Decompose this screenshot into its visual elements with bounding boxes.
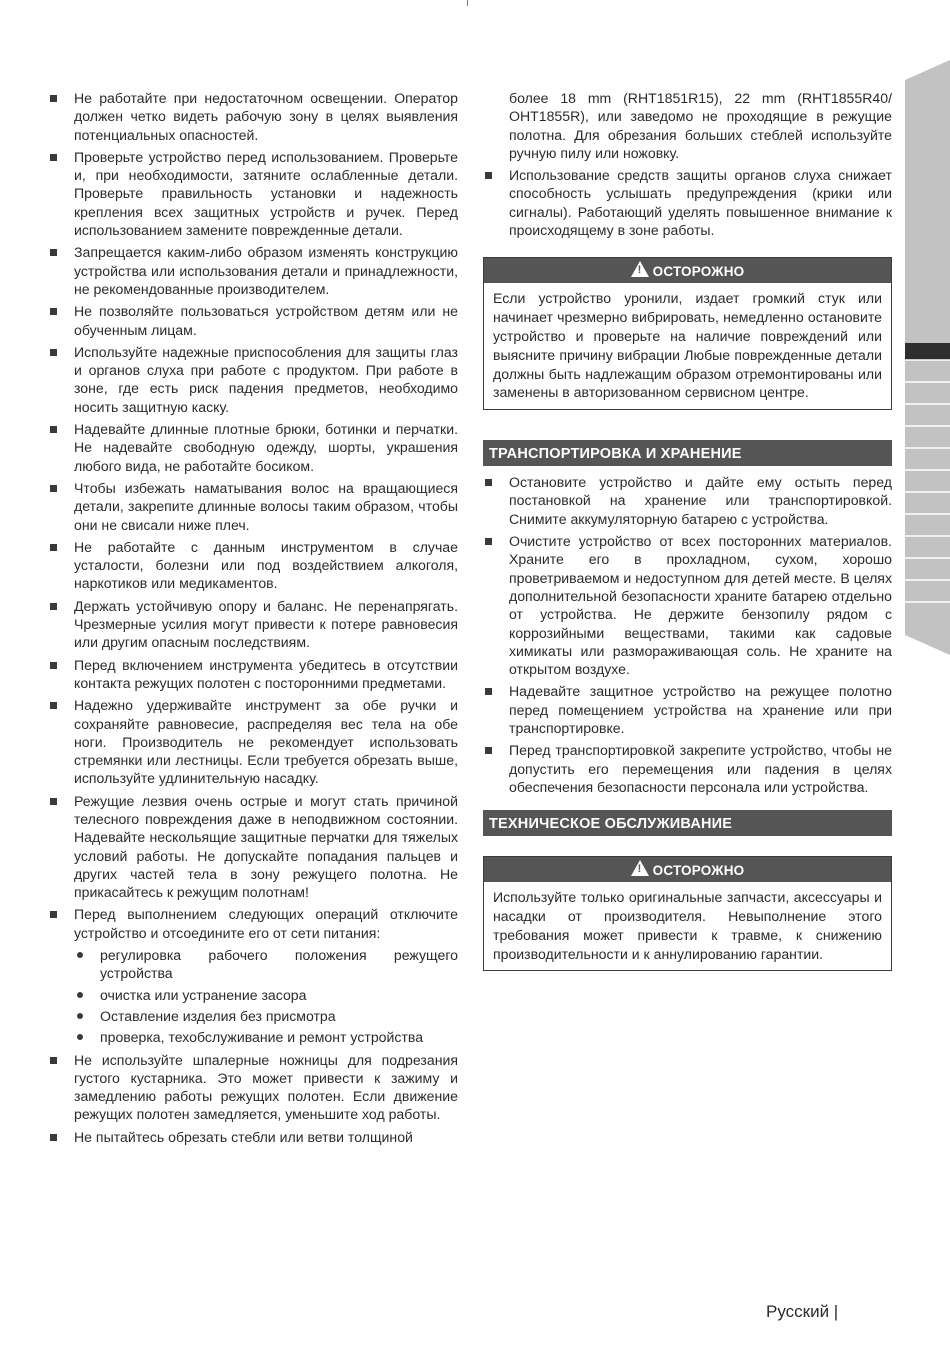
list-item: Остановите устройство и дайте ему остыть перед постановкой на хранение или транспортировкой. Снимите аккумуляторную батарею с устройства. [483,473,892,528]
warning-header [484,857,891,882]
operations-sublist [74,946,458,1046]
list-item: Надежно удерживайте инструмент за обе ручки и сохраняйте равновесие, распределяя вес тела на обе ноги. Производитель не рекомендует использовать стремянки или лестницы. Если требуется обрезать выше, используйте удлинительную насадку. [48,696,458,787]
safety-list-right [483,89,892,239]
warning-title: ОСТОРОЖНО [652,863,745,879]
sub-list-item: регулировка рабочего положения режущего устройства [74,946,458,983]
list-item: Перед выполнением следующих операций отключите устройство и отсоедините его от сети питания: [48,905,458,942]
list-item: Используйте надежные приспособления для защиты глаз и органов слуха при работе с продуктом. При работе в зоне, где есть риск падения предметов, необходимо носить защитную каску. [48,343,458,416]
crop-mark [467,0,468,6]
list-item: Держать устойчивую опору и баланс. Не перенапрягать. Чрезмерные усилия могут привести к потере равновесия или другим опасным последствиям. [48,597,458,652]
continued-text: более 18 mm (RHT1851R15), 22 mm (RHT1855R40/ OHT1855R), или заведомо не проходящие в режущие полотна. Для обрезания больших стеблей используйте ручную пилу или ножовку. [509,90,892,161]
list-item: Очистите устройство от всех посторонних материалов. Храните его в прохладном, сухом, хорошо проветриваемом и недоступном для детей месте. В целях дополнительной безопасности храните батарею отдельно от устройства. Не держите бензопилу рядом с коррозийными веществами, такими как садовые химикаты или размораживающая соль. Не храните на открытом воздухе. [483,532,892,678]
warning-title: ОСТОРОЖНО [652,264,745,280]
warning-box [483,856,892,971]
sub-list-item: Оставление изделия без присмотра [74,1007,458,1025]
warning-icon: ! [631,261,649,277]
sub-list-item: очистка или устранение засора [74,986,458,1004]
list-item: Перед транспортировкой закрепите устройство, чтобы не допустить его перемещения или падения в целях обеспечения безопасности персонала или устройства. [483,741,892,796]
list-item: Надевайте защитное устройство на режущее полотно перед помещением устройства на хранение или при транспортировке. [483,682,892,737]
warning-text: Если устройство уронили, издает громкий стук или начинает чрезмерно вибрировать, немедленно остановите устройство и проверьте на наличие повреждений или выясните причину вибрации Любые поврежденные детали должны быть надлежащим образом отремонтированы или заменены в авторизованном сервисном центре. [493,290,882,401]
warning-box [483,257,892,410]
sub-list-item: проверка, техобслуживание и ремонт устройства [74,1028,458,1046]
list-item: Чтобы избежать наматывания волос на вращающиеся детали, закрепите длинные волосы таким образом, чтобы они не свисали ниже плеч. [48,479,458,534]
list-item: Режущие лезвия очень острые и могут стать причиной телесного повреждения даже в неподвижном состоянии. Надевайте нескольящие защитные перчатки для тяжелых условий работы. Не допускайте попадания пальцев и других частей тела в зону режущего полотна. Не прикасайтесь к режущим полотнам! [48,792,458,902]
list-item: Использование средств защиты органов слуха снижает способность услышать предупреждения (крики или сигналы). Работающий уделять повышенное внимание к происходящему в зоне работы. [483,166,892,239]
list-item: Не пытайтесь обрезать стебли или ветви толщиной [48,1128,458,1146]
section-title-maintenance: ТЕХНИЧЕСКОЕ ОБСЛУЖИВАНИЕ [483,810,892,836]
list-item: Не используйте шпалерные ножницы для подрезания густого кустарника. Это может привести к зажиму и замедлению работы режущих полотен. Если движение режущих полотен замедляется, уменьшите ход работы. [48,1051,458,1124]
safety-list-continued [48,1051,458,1146]
list-item: Не позволяйте пользоваться устройством детям или не обученным лицам. [48,302,458,339]
left-column [48,89,458,1150]
list-item: Проверьте устройство перед использованием. Проверьте и, при необходимости, затяните ослабленные детали. Проверьте правильность установки и надежность крепления всех защитных устройств и ручек. Перед использованием замените поврежденные детали. [48,148,458,239]
list-item: Не работайте с данным инструментом в случае усталости, болезни или под воздействием алкоголя, наркотиков или медикаментов. [48,538,458,593]
language-tab-strip [905,60,950,655]
warning-icon: ! [631,860,649,876]
section-title-transport: ТРАНСПОРТИРОВКА И ХРАНЕНИЕ [483,440,892,466]
warning-header [484,258,891,283]
tab-active-marker [905,343,950,360]
page-footer-language: Русский | [766,1302,839,1321]
safety-list [48,89,458,942]
warning-text: Используйте только оригинальные запчасти, аксессуары и насадки от производителя. Невыполнение этого требования может привести к травме, к снижению производительности и к аннулированию гарантии. [493,889,882,962]
list-item: Надевайте длинные плотные брюки, ботинки и перчатки. Не надевайте свободную одежду, шорты, украшения любого вида, не работайте босиком. [48,420,458,475]
list-item: Запрещается каким-либо образом изменять конструкцию устройства или использования детали и принадлежности, не рекомендованные производителем. [48,243,458,298]
transport-list [483,473,892,796]
list-item: Перед включением инструмента убедитесь в отсутствии контакта режущих полотен с посторонними предметами. [48,656,458,693]
right-column [483,89,892,971]
list-item: Не работайте при недостаточном освещении. Оператор должен четко видеть рабочую зону в целях выявления потенциальных опасностей. [48,89,458,144]
